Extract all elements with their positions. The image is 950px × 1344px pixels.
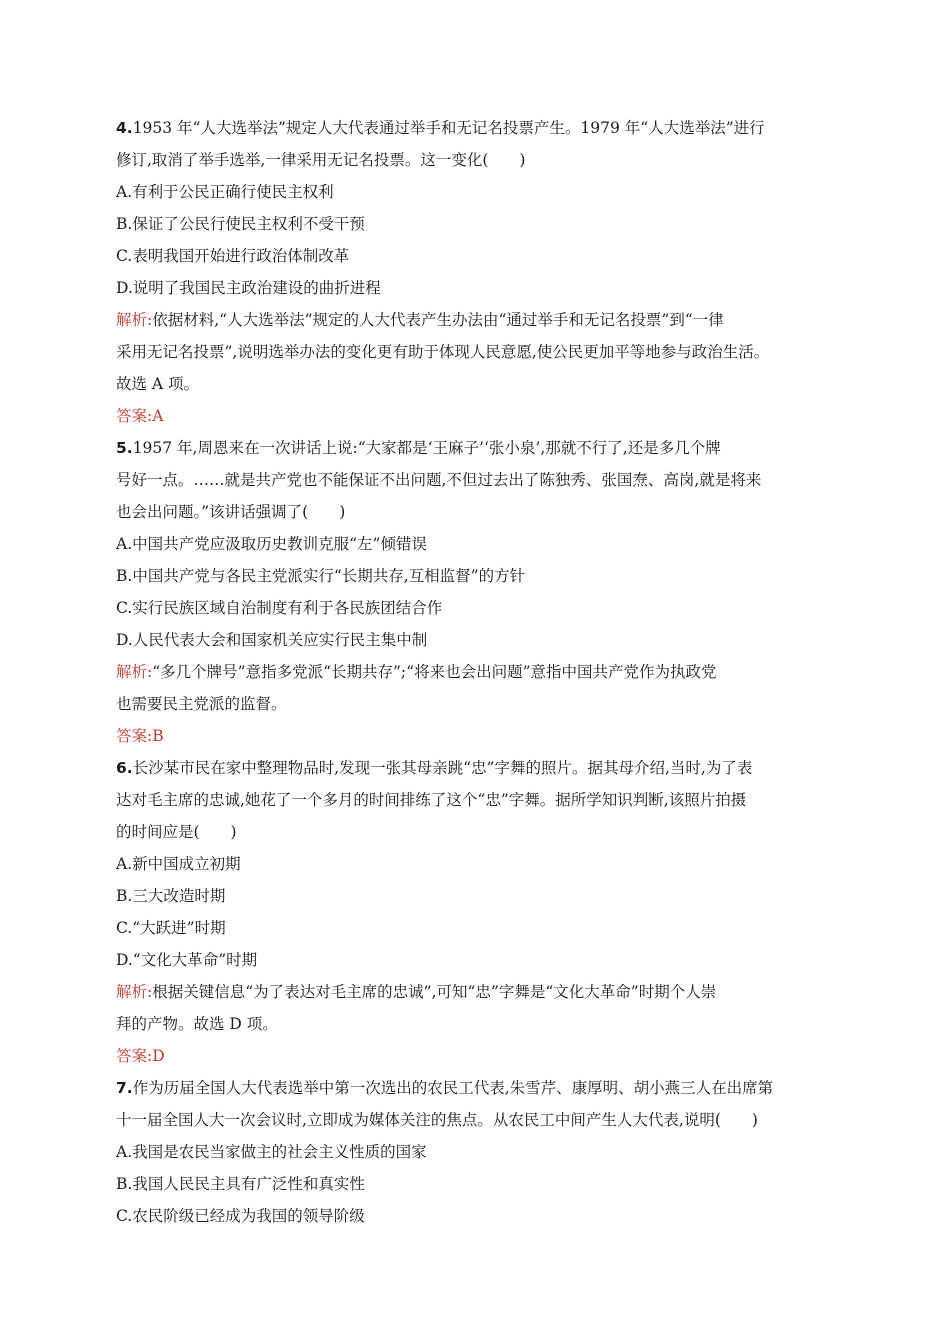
answer-line (116, 720, 836, 752)
option-d: D.“文化大革命”时期 (116, 951, 258, 969)
answer-label: 答案: (116, 727, 153, 745)
option-d: D.说明了我国民主政治建设的曲折进程 (116, 279, 381, 297)
option-b: B.我国人民民主具有广泛性和真实性 (116, 1175, 365, 1193)
option-a: A.新中国成立初期 (116, 855, 241, 873)
analysis-line: 解析:依据材料,“人大选举法”规定的人大代表产生办法由“通过举手和无记名投票”到“一律 (116, 311, 724, 329)
answer-line (116, 1040, 836, 1072)
analysis-label: 解析: (116, 983, 153, 1001)
option-a: A.有利于公民正确行使民主权利 (116, 183, 334, 201)
answer-value: D (152, 1047, 165, 1065)
analysis-line: 也需要民主党派的监督。 (116, 695, 287, 713)
question-6 (116, 752, 836, 1072)
analysis-label: 解析: (116, 311, 153, 329)
option-b: B.三大改造时期 (116, 887, 226, 905)
question-number: 5. (116, 439, 133, 457)
analysis-line: 拜的产物。故选 D 项。 (116, 1015, 278, 1033)
question-5 (116, 432, 836, 752)
analysis-line: 解析:“多几个牌号”意指多党派“长期共存”;“将来也会出问题”意指中国共产党作为执政党 (116, 663, 717, 681)
option-b: B.中国共产党与各民主党派实行“长期共存,互相监督”的方针 (116, 567, 526, 585)
analysis-line: 采用无记名投票”,说明选举办法的变化更有助于体现人民意愿,使公民更加平等地参与政治生活。 (116, 343, 770, 361)
question-stem-line: 达对毛主席的忠诚,她花了一个多月的时间排练了这个“忠”字舞。据所学知识判断,该照片拍摄 (116, 791, 747, 809)
document-page (116, 112, 836, 1232)
option-c: C.“大跃进”时期 (116, 919, 226, 937)
option-c: C.表明我国开始进行政治体制改革 (116, 247, 350, 265)
answer-value: B (152, 727, 164, 745)
question-stem-line: 6.长沙某市民在家中整理物品时,发现一张其母亲跳“忠”字舞的照片。据其母介绍,当时,为了表 (116, 759, 753, 777)
question-stem-line: 号好一点。……就是共产党也不能保证不出问题,不但过去出了陈独秀、张国焘、高岗,就是将来 (116, 471, 762, 489)
analysis-label: 解析: (116, 663, 153, 681)
question-stem-line: 的时间应是( ) (116, 823, 237, 841)
question-number: 7. (116, 1079, 133, 1097)
answer-line (116, 400, 836, 432)
question-stem-line: 5.1957 年,周恩来在一次讲话上说:“大家都是‘王麻子’‘张小泉’,那就不行了,还是多几个牌 (116, 439, 721, 457)
option-a: A.中国共产党应汲取历史教训克服“左”倾错误 (116, 535, 427, 553)
analysis-line: 故选 A 项。 (116, 375, 200, 393)
question-number: 6. (116, 759, 133, 777)
question-stem-line: 也会出问题。”该讲话强调了( ) (116, 503, 346, 521)
question-stem-line: 修订,取消了举手选举,一律采用无记名投票。这一变化( ) (116, 151, 526, 169)
option-c: C.实行民族区域自治制度有利于各民族团结合作 (116, 599, 443, 617)
option-c: C.农民阶级已经成为我国的领导阶级 (116, 1207, 365, 1225)
question-4 (116, 112, 836, 432)
question-stem-line: 4.1953 年“人大选举法”规定人大代表通过举手和无记名投票产生。1979 年“人大选举法”进行 (116, 119, 765, 137)
option-d: D.人民代表大会和国家机关应实行民主集中制 (116, 631, 428, 649)
analysis-line: 解析:根据关键信息“为了表达对毛主席的忠诚”,可知“忠”字舞是“文化大革命”时期个人崇 (116, 983, 717, 1001)
answer-label: 答案: (116, 1047, 153, 1065)
option-b: B.保证了公民行使民主权利不受干预 (116, 215, 365, 233)
option-a: A.我国是农民当家做主的社会主义性质的国家 (116, 1143, 427, 1161)
answer-value: A (152, 407, 164, 425)
question-stem-line: 7.作为历届全国人大代表选举中第一次选出的农民工代表,朱雪芹、康厚明、胡小燕三人在出席第 (116, 1079, 774, 1097)
question-7 (116, 1072, 836, 1232)
question-number: 4. (116, 119, 133, 137)
question-stem-line: 十一届全国人大一次会议时,立即成为媒体关注的焦点。从农民工中间产生人大代表,说明( ) (116, 1111, 758, 1129)
answer-label: 答案: (116, 407, 153, 425)
